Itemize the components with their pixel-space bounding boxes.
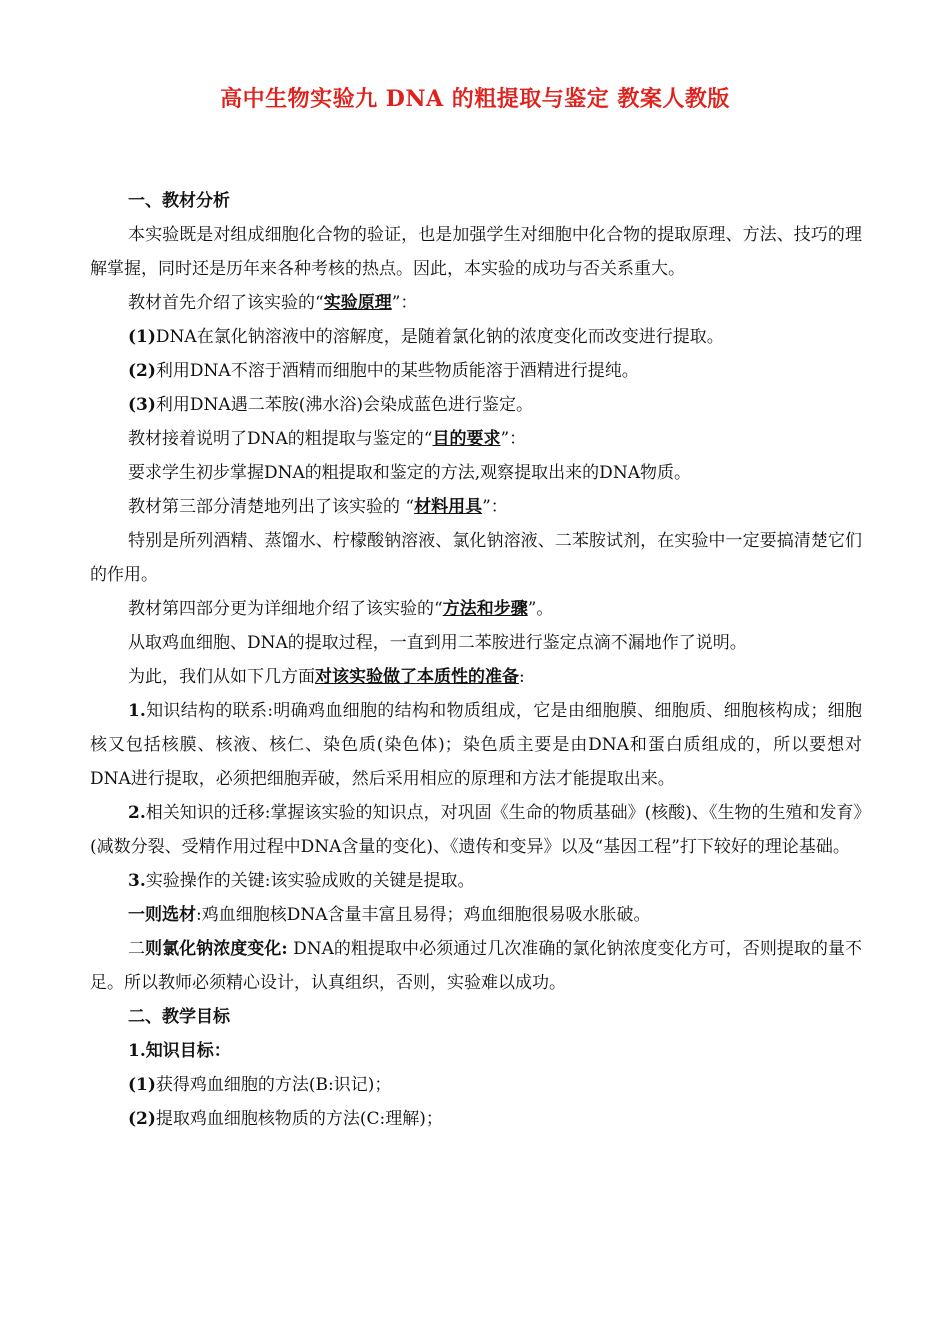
paragraph: 要求学生初步掌握DNA的粗提取和鉴定的方法,观察提取出来的DNA物质。 [128,463,691,483]
emphasis-underline: 实验原理 [323,293,392,313]
knowledge-point: 3.实验操作的关键:该实验成败的关键是提取。 [128,871,475,891]
paragraph: 教材首先介绍了该实验的“实验原理”： [128,293,418,313]
knowledge-point: 一则选材:鸡血细胞核DNA含量丰富且易得；鸡血细胞很易吸水胀破。 [128,905,651,925]
document-body [90,184,862,1136]
list-item: (1)获得鸡血细胞的方法(B:识记)； [128,1075,392,1095]
section-heading-2: 二、教学目标 [128,1007,230,1027]
emphasis-underline: 对该实验做了本质性的准备 [315,667,519,687]
list-item: (2)提取鸡血细胞核物质的方法(C:理解)； [128,1109,443,1129]
emphasis-underline: 目的要求 [432,429,501,449]
paragraph: 教材第四部分更为详细地介绍了该实验的“方法和步骤”。 [128,599,554,619]
document-title: 高中生物实验九 DNA 的粗提取与鉴定 教案人教版 [220,86,730,112]
knowledge-point: 1.知识结构的联系:明确鸡血细胞的结构和物质组成，它是由细胞膜、细胞质、细胞核构成；细胞核又包括核膜、核液、核仁、染色质(染色体)；染色质主要是由DNA和蛋白质组成的，所以要想对DNA进行提取，必须把细胞弄破，然后采用相应的原理和方法才能提取出来。 [90,701,862,789]
list-item: (3)利用DNA遇二苯胺(沸水浴)会染成蓝色进行鉴定。 [128,395,533,415]
knowledge-point: 2.相关知识的迁移:掌握该实验的知识点，对巩固《生命的物质基础》(核酸)、《生物的生殖和发育》(减数分裂、受精作用过程中DNA含量的变化)、《遗传和变异》以及“基因工程”打下较好的理论基础。 [90,803,862,857]
paragraph: 为此，我们从如下几方面对该实验做了本质性的准备: [128,667,525,687]
emphasis-underline: 方法和步骤 [442,599,528,619]
emphasis-underline: 材料用具 [414,497,483,517]
goal-heading: 1.知识目标： [128,1041,231,1061]
list-item: (1)DNA在氯化钠溶液中的溶解度，是随着氯化钠的浓度变化而改变进行提取。 [128,327,724,347]
paragraph: 本实验既是对组成细胞化合物的验证，也是加强学生对细胞中化合物的提取原理、方法、技巧的理解掌握，同时还是历年来各种考核的热点。因此，本实验的成功与否关系重大。 [90,225,862,279]
list-item: (2)利用DNA不溶于酒精而细胞中的某些物质能溶于酒精进行提纯。 [128,361,639,381]
paragraph: 教材第三部分清楚地列出了该实验的 “材料用具”： [128,497,508,517]
paragraph: 从取鸡血细胞、DNA的提取过程，一直到用二苯胺进行鉴定点滴不漏地作了说明。 [128,633,747,653]
paragraph: 特别是所列酒精、蒸馏水、柠檬酸钠溶液、氯化钠溶液、二苯胺试剂，在实验中一定要搞清楚它们的作用。 [90,531,862,585]
knowledge-point: 二则氯化钠浓度变化: DNA的粗提取中必须通过几次准确的氯化钠浓度变化方可，否则提取的量不足。所以教师必须精心设计，认真组织，否则，实验难以成功。 [90,939,863,993]
paragraph: 教材接着说明了DNA的粗提取与鉴定的“目的要求”： [128,429,527,449]
section-heading-1: 一、教材分析 [128,191,230,211]
